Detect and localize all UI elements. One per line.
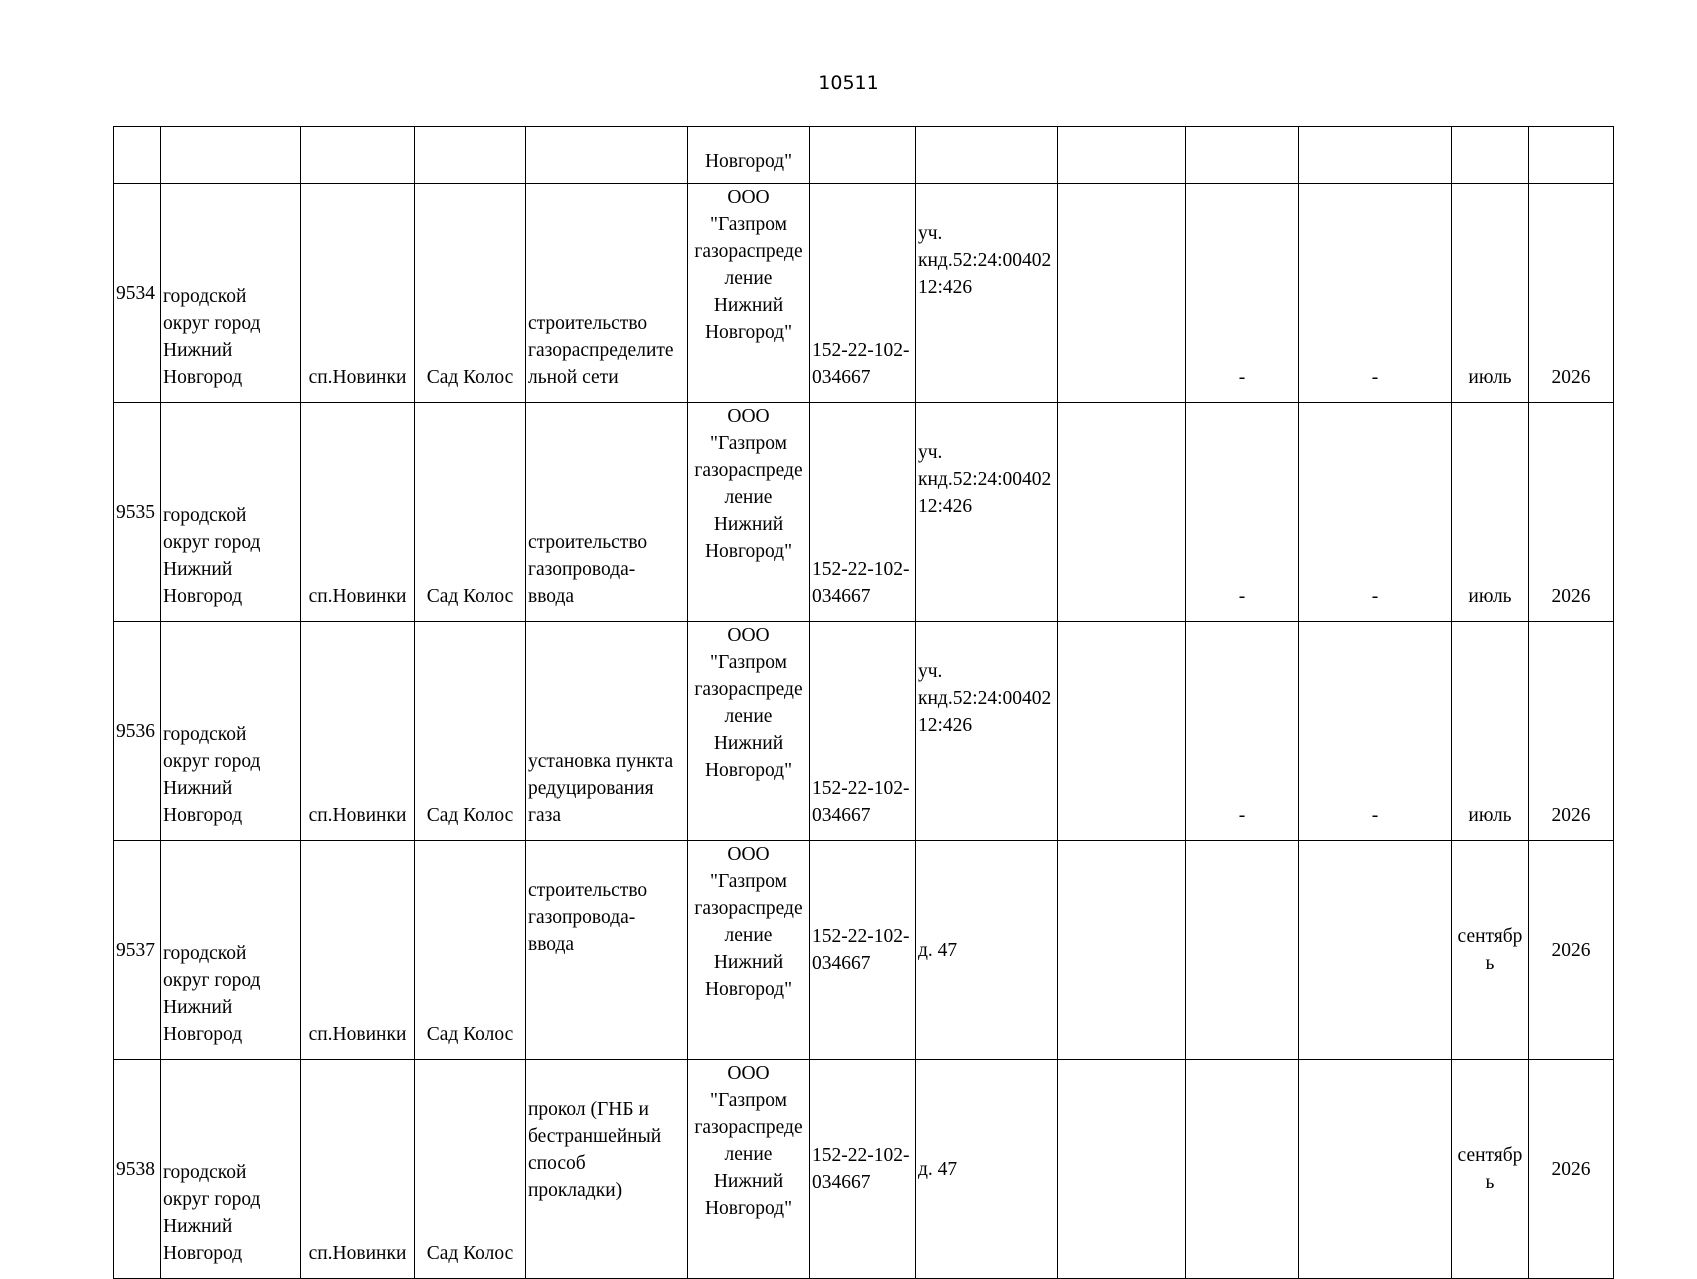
code-text: 152-22-102- 034667 (812, 340, 910, 388)
cell-work (526, 403, 688, 622)
address-text: уч. кнд.52:24:00402 12:426 (918, 223, 1052, 298)
district-text: городской округ город Нижний Новгород (163, 724, 261, 826)
cell-code (810, 841, 916, 1060)
cell-work (526, 622, 688, 841)
col11-text: - (1371, 586, 1379, 607)
cell-col11 (1299, 841, 1452, 1060)
month-text: сентябр ь (1457, 926, 1523, 974)
organization-text: ООО "Газпром газораспреде ление Нижний Новгород" (694, 187, 803, 343)
cell-organization (688, 1060, 810, 1279)
organization-text: Новгород" (704, 151, 793, 172)
cell-year (1529, 403, 1614, 622)
work-text: строительство газопровода- ввода (528, 880, 648, 955)
year-text: 2026 (1551, 586, 1591, 607)
page-number: 10511 (818, 72, 879, 94)
table-row (114, 841, 1614, 1060)
cell-object (415, 127, 526, 184)
num-text: 9534 (116, 282, 155, 304)
cell-col10 (1186, 1060, 1299, 1279)
code-text: 152-22-102- 034667 (812, 926, 910, 974)
cell-object (415, 841, 526, 1060)
cell-district (161, 127, 301, 184)
cell-col11 (1299, 1060, 1452, 1279)
settlement-text: сп.Новинки (308, 1024, 407, 1045)
district-text: городской округ город Нижний Новгород (163, 943, 261, 1045)
col10-text: - (1238, 367, 1246, 388)
num-text: 9536 (116, 720, 155, 742)
code-text: 152-22-102- 034667 (812, 778, 910, 826)
table-row (114, 1060, 1614, 1279)
num-text: 9535 (116, 501, 155, 523)
col10-text: - (1238, 805, 1246, 826)
cell-month (1452, 841, 1529, 1060)
cell-code (810, 622, 916, 841)
year-text: 2026 (1551, 805, 1591, 826)
cell-organization (688, 403, 810, 622)
cell-col11 (1299, 622, 1452, 841)
cell-month (1452, 403, 1529, 622)
cell-col9 (1058, 127, 1186, 184)
cell-col11 (1299, 184, 1452, 403)
cell-settlement (301, 127, 415, 184)
cell-work (526, 1060, 688, 1279)
cell-object (415, 403, 526, 622)
cell-district (161, 841, 301, 1060)
cell-district (161, 184, 301, 403)
cell-object (415, 1060, 526, 1279)
organization-text: ООО "Газпром газораспреде ление Нижний Новгород" (694, 406, 803, 562)
address-text: д. 47 (918, 1158, 958, 1180)
table-row (114, 403, 1614, 622)
work-text: прокол (ГНБ и бестраншейный способ прокладки) (528, 1099, 662, 1201)
col11-text: - (1371, 367, 1379, 388)
cell-settlement (301, 841, 415, 1060)
year-text: 2026 (1551, 939, 1591, 961)
cell-district (161, 1060, 301, 1279)
cell-settlement (301, 403, 415, 622)
data-table (113, 126, 1614, 1279)
cell-num (114, 1060, 161, 1279)
district-text: городской округ город Нижний Новгород (163, 286, 261, 388)
month-text: июль (1468, 805, 1512, 826)
cell-code (810, 1060, 916, 1279)
cell-settlement (301, 184, 415, 403)
address-text: уч. кнд.52:24:00402 12:426 (918, 661, 1052, 736)
cell-work (526, 184, 688, 403)
num-text: 9537 (116, 939, 155, 961)
cell-work (526, 127, 688, 184)
cell-organization (688, 841, 810, 1060)
cell-year (1529, 184, 1614, 403)
cell-organization (688, 127, 810, 184)
cell-col10 (1186, 184, 1299, 403)
cell-num (114, 403, 161, 622)
work-text: установка пункта редуцирования газа (528, 751, 674, 826)
organization-text: ООО "Газпром газораспреде ление Нижний Новгород" (694, 625, 803, 781)
work-text: строительство газопровода- ввода (528, 532, 648, 607)
cell-settlement (301, 1060, 415, 1279)
col11-text: - (1371, 805, 1379, 826)
object-text: Сад Колос (426, 586, 514, 607)
settlement-text: сп.Новинки (308, 1243, 407, 1264)
cell-col9 (1058, 184, 1186, 403)
district-text: городской округ город Нижний Новгород (163, 505, 261, 607)
cell-col10 (1186, 127, 1299, 184)
address-text: д. 47 (918, 939, 958, 961)
cell-object (415, 622, 526, 841)
object-text: Сад Колос (426, 805, 514, 826)
cell-col9 (1058, 403, 1186, 622)
cell-col11 (1299, 127, 1452, 184)
cell-address (916, 841, 1058, 1060)
cell-address (916, 403, 1058, 622)
col10-text: - (1238, 586, 1246, 607)
cell-year (1529, 127, 1614, 184)
cell-address (916, 184, 1058, 403)
cell-year (1529, 1060, 1614, 1279)
cell-address (916, 127, 1058, 184)
cell-object (415, 184, 526, 403)
cell-year (1529, 622, 1614, 841)
cell-month (1452, 127, 1529, 184)
cell-col11 (1299, 403, 1452, 622)
cell-work (526, 841, 688, 1060)
cell-district (161, 622, 301, 841)
cell-col10 (1186, 403, 1299, 622)
num-text: 9538 (116, 1158, 155, 1180)
cell-month (1452, 1060, 1529, 1279)
cell-col10 (1186, 841, 1299, 1060)
cell-col9 (1058, 1060, 1186, 1279)
object-text: Сад Колос (426, 1024, 514, 1045)
month-text: июль (1468, 586, 1512, 607)
work-text: строительство газораспределите льной сети (528, 313, 674, 388)
cell-num (114, 184, 161, 403)
cell-organization (688, 622, 810, 841)
cell-address (916, 1060, 1058, 1279)
year-text: 2026 (1551, 367, 1591, 388)
cell-month (1452, 184, 1529, 403)
month-text: июль (1468, 367, 1512, 388)
organization-text: ООО "Газпром газораспреде ление Нижний Новгород" (694, 844, 803, 1000)
month-text: сентябр ь (1457, 1145, 1523, 1193)
cell-code (810, 403, 916, 622)
cell-month (1452, 622, 1529, 841)
cell-year (1529, 841, 1614, 1060)
year-text: 2026 (1551, 1158, 1591, 1180)
cell-num (114, 841, 161, 1060)
cell-organization (688, 184, 810, 403)
settlement-text: сп.Новинки (308, 805, 407, 826)
cell-address (916, 622, 1058, 841)
cell-col9 (1058, 841, 1186, 1060)
cell-num (114, 127, 161, 184)
object-text: Сад Колос (426, 1243, 514, 1264)
cell-settlement (301, 622, 415, 841)
code-text: 152-22-102- 034667 (812, 1145, 910, 1193)
table-row (114, 622, 1614, 841)
table-row-continuation (114, 127, 1614, 184)
settlement-text: сп.Новинки (308, 367, 407, 388)
cell-code (810, 184, 916, 403)
code-text: 152-22-102- 034667 (812, 559, 910, 607)
settlement-text: сп.Новинки (308, 586, 407, 607)
district-text: городской округ город Нижний Новгород (163, 1162, 261, 1264)
object-text: Сад Колос (426, 367, 514, 388)
cell-district (161, 403, 301, 622)
cell-code (810, 127, 916, 184)
organization-text: ООО "Газпром газораспреде ление Нижний Новгород" (694, 1063, 803, 1219)
cell-col9 (1058, 622, 1186, 841)
cell-col10 (1186, 622, 1299, 841)
table-row (114, 184, 1614, 403)
cell-num (114, 622, 161, 841)
address-text: уч. кнд.52:24:00402 12:426 (918, 442, 1052, 517)
